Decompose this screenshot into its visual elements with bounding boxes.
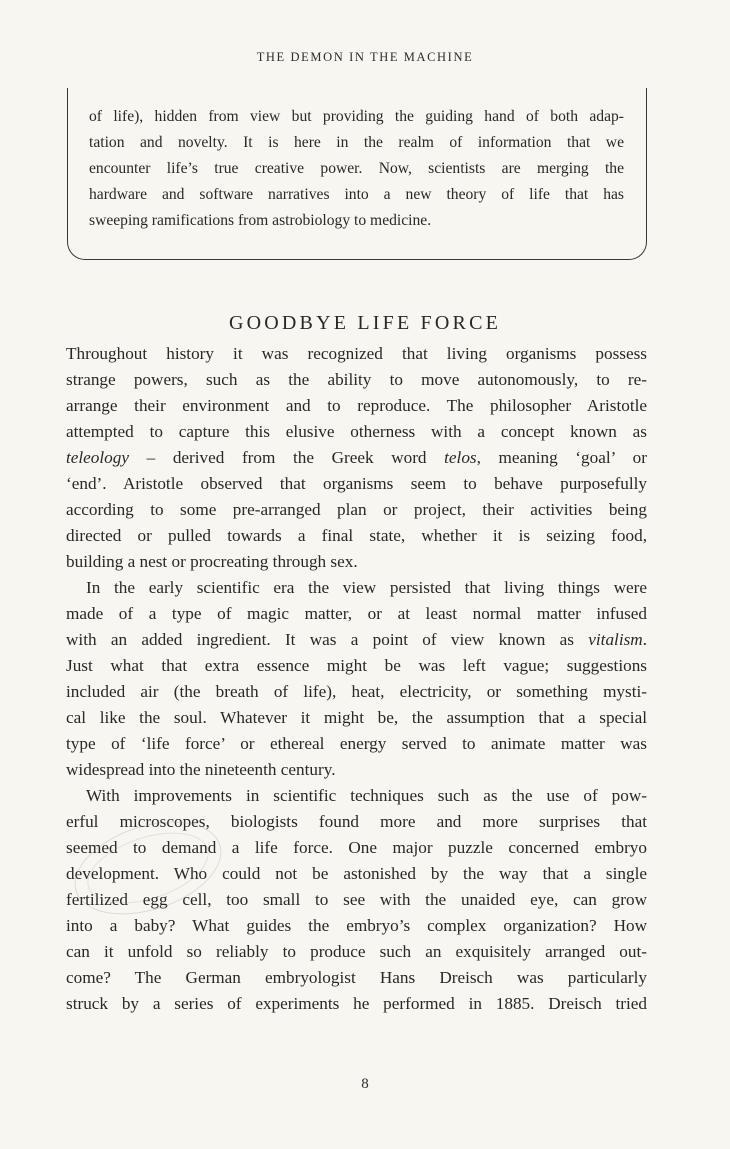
text-run: with an added ingredient. It was a point of view known as bbox=[66, 630, 589, 649]
italic-term-teleology: teleology bbox=[66, 448, 129, 467]
italic-term-telos: telos bbox=[444, 448, 477, 467]
body-line: With improvements in scientific techniques such as the use of pow- bbox=[86, 786, 647, 805]
paragraph-2 bbox=[66, 575, 647, 783]
text-run: , meaning ‘goal’ or bbox=[476, 448, 648, 467]
body-line: building a nest or procreating through sex. bbox=[66, 552, 358, 571]
body-line: struck by a series of experiments he performed in 1885. Dreisch tried bbox=[66, 994, 647, 1013]
body-line: can it unfold so reliably to produce such an exquisitely arranged out- bbox=[66, 942, 647, 961]
body-line: come? The German embryologist Hans Dreisch was particularly bbox=[66, 968, 647, 987]
page-number: 8 bbox=[361, 1076, 369, 1092]
summary-line: encounter life’s true creative power. Now, scientists are merging the bbox=[89, 160, 624, 177]
body-line: included air (the breath of life), heat, electricity, or something mysti- bbox=[66, 682, 647, 701]
body-line: type of ‘life force’ or ethereal energy served to animate matter was bbox=[66, 734, 647, 753]
body-line bbox=[66, 627, 647, 653]
body-line: strange powers, such as the ability to move autonomously, to re- bbox=[66, 370, 647, 389]
italic-term-vitalism: vitalism bbox=[588, 630, 643, 649]
text-run: . bbox=[642, 630, 647, 649]
summary-line: sweeping ramifications from astrobiology to medicine. bbox=[89, 212, 432, 229]
body-line: development. Who could not be astonished by the way that a single bbox=[66, 864, 647, 883]
body-line: seemed to demand a life force. One major puzzle concerned embryo bbox=[66, 838, 647, 857]
body-line: erful microscopes, biologists found more and more surprises that bbox=[66, 812, 647, 831]
summary-line: of life), hidden from view but providing the guiding hand of both adap- bbox=[89, 108, 624, 125]
body-line: made of a type of magic matter, or at least normal matter infused bbox=[66, 604, 647, 623]
paragraph-1 bbox=[66, 341, 647, 575]
body-line bbox=[66, 445, 647, 471]
summary-box-text bbox=[89, 104, 624, 234]
summary-line: hardware and software narratives into a new theory of life that has bbox=[89, 186, 624, 203]
body-line: Throughout history it was recognized that living organisms possess bbox=[66, 344, 647, 363]
body-line: into a baby? What guides the embryo’s complex organization? How bbox=[66, 916, 647, 935]
section-heading: GOODBYE LIFE FORCE bbox=[228, 312, 502, 334]
body-line: In the early scientific era the view persisted that living things were bbox=[86, 578, 647, 597]
body-line: arrange their environment and to reproduce. The philosopher Aristotle bbox=[66, 396, 647, 415]
body-text bbox=[66, 341, 647, 1017]
body-line: directed or pulled towards a final state, whether it is seizing food, bbox=[66, 526, 647, 545]
body-line: ‘end’. Aristotle observed that organisms seem to behave purposefully bbox=[66, 474, 647, 493]
body-line: widespread into the nineteenth century. bbox=[66, 760, 336, 779]
body-line: according to some pre-arranged plan or project, their activities being bbox=[66, 500, 647, 519]
summary-box bbox=[67, 88, 647, 260]
body-line: attempted to capture this elusive otherness with a concept known as bbox=[66, 422, 647, 441]
summary-line: tation and novelty. It is here in the realm of information that we bbox=[89, 134, 624, 151]
body-line: fertilized egg cell, too small to see with the unaided eye, can grow bbox=[66, 890, 647, 909]
running-head: THE DEMON IN THE MACHINE bbox=[256, 50, 474, 64]
text-run: – derived from the Greek word bbox=[129, 448, 445, 467]
body-line: cal like the soul. Whatever it might be, the assumption that a special bbox=[66, 708, 647, 727]
body-line: Just what that extra essence might be was left vague; suggestions bbox=[66, 656, 647, 675]
paragraph-3 bbox=[66, 783, 647, 1017]
